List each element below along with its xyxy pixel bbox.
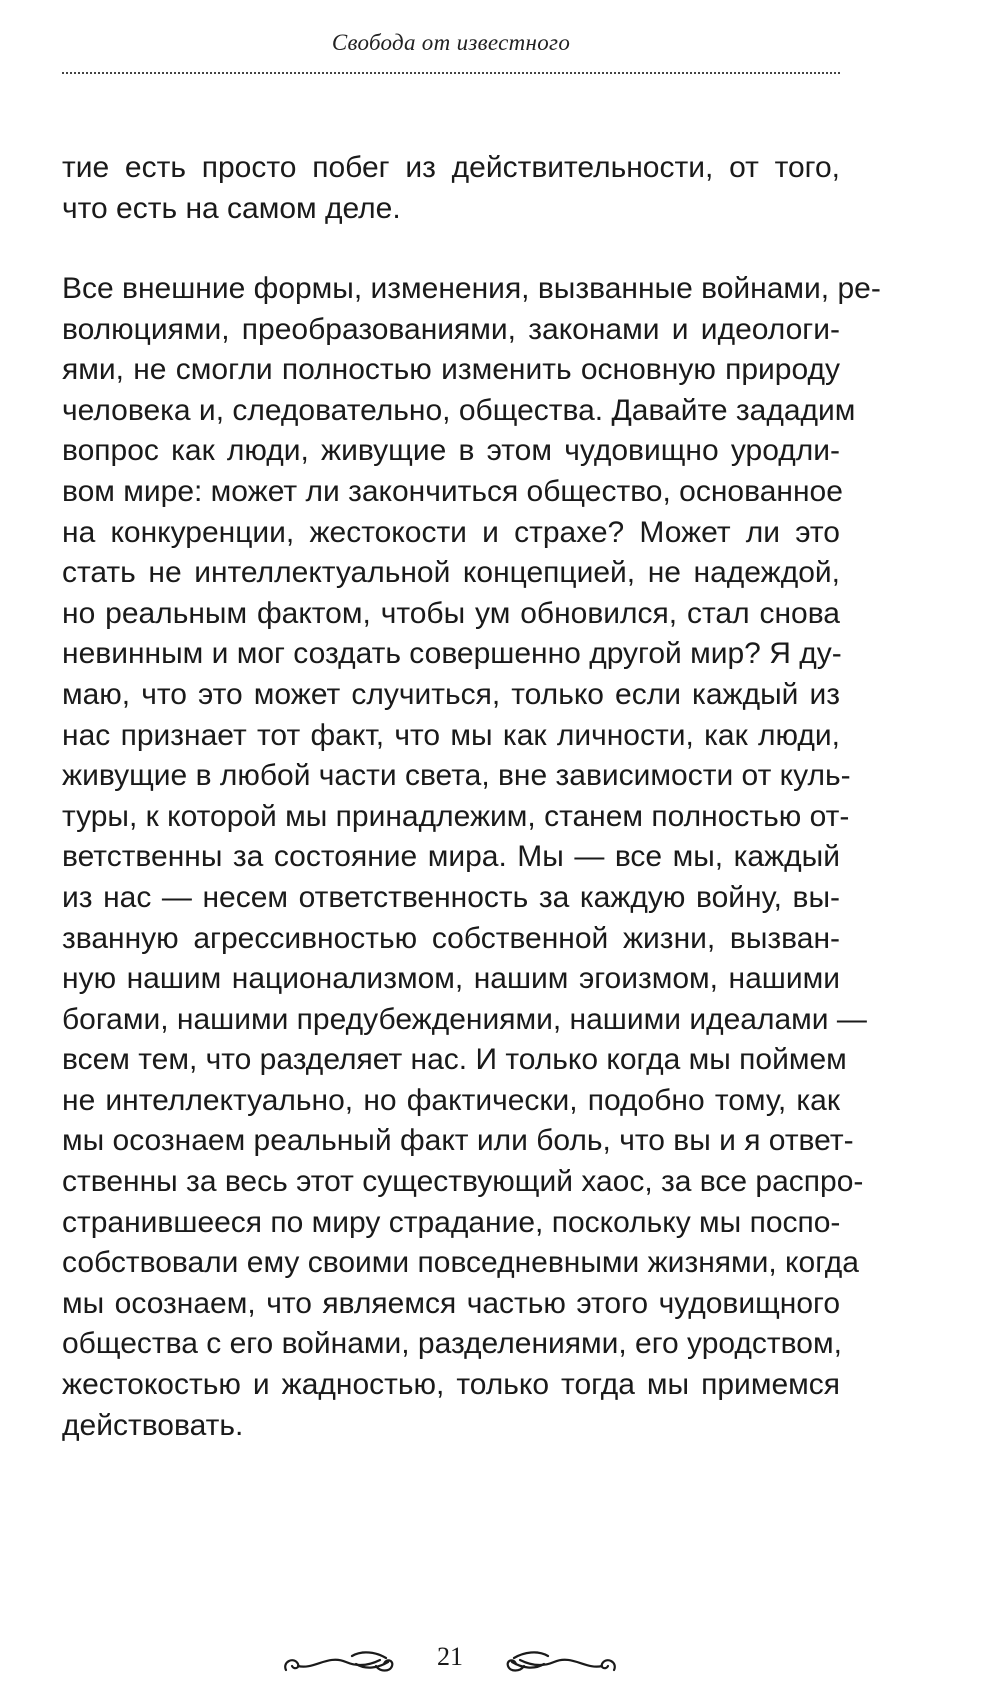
text-line: туры, к которой мы принадлежим, станем полностью от-: [62, 799, 850, 833]
text-line: на конкуренции, жестокости и страхе? Может ли это: [62, 515, 840, 549]
text-line: человека и, следовательно, общества. Давайте зададим: [62, 393, 856, 427]
text-line: ственны за весь этот существующий хаос, за все распро-: [62, 1165, 864, 1199]
text-line: не интеллектуально, но фактически, подобно тому, как: [62, 1083, 840, 1117]
text-line: жестокостью и жадностью, только тогда мы примемся: [62, 1368, 840, 1402]
text-line: маю, что это может случиться, только если каждый из: [62, 677, 840, 711]
text-line: но реальным фактом, чтобы ум обновился, стал снова: [62, 596, 840, 630]
text-line: тие есть просто побег из действительности, от того,: [62, 151, 840, 184]
text-line: вопрос как люди, живущие в этом чудовищно уродли-: [62, 434, 840, 468]
text-line: живущие в любой части света, вне зависимости от куль-: [62, 759, 851, 793]
paragraph-2: [62, 269, 881, 1446]
text-line: нас признает тот факт, что мы как личности, как люди,: [62, 718, 840, 752]
text-line: званную агрессивностью собственной жизни, вызван-: [62, 921, 840, 955]
text-line: ями, не смогли полностью изменить основную природу: [62, 353, 840, 387]
text-line: Все внешние формы, изменения, вызванные войнами, ре-: [62, 272, 881, 305]
text-line: что есть на самом деле.: [62, 191, 401, 225]
header-divider: [62, 72, 840, 74]
paragraph-1: [62, 148, 840, 229]
text-line: общества с его войнами, разделениями, его уродством,: [62, 1327, 842, 1361]
text-line: богами, нашими предубеждениями, нашими идеалами —: [62, 1002, 867, 1036]
text-line: волюциями, преобразованиями, законами и идеологи-: [62, 312, 840, 346]
text-line: невинным и мог создать совершенно другой мир? Я ду-: [62, 637, 842, 671]
page-number: 21: [437, 1642, 463, 1671]
text-line: вом мире: может ли закончиться общество, основанное: [62, 474, 843, 508]
text-line: странившееся по миру страдание, поскольку мы поспо-: [62, 1205, 841, 1239]
text-line: мы осознаем реальный факт или боль, что вы и я ответ-: [62, 1124, 854, 1158]
text-line: ную нашим национализмом, нашим эгоизмом, нашими: [62, 962, 840, 996]
running-header: Свобода от известного: [331, 30, 571, 55]
text-line: из нас — несем ответственность за каждую войну, вы-: [62, 880, 840, 914]
text-line: собствовали ему своими повседневными жизнями, когда: [62, 1246, 859, 1280]
text-line: мы осознаем, что являемся частью этого чудовищного: [62, 1286, 840, 1320]
text-line: действовать.: [62, 1408, 244, 1442]
page-footer: [280, 1640, 620, 1680]
text-line: всем тем, что разделяет нас. И только когда мы поймем: [62, 1043, 847, 1077]
text-line: ветственны за состояние мира. Мы — все мы, каждый: [62, 840, 840, 874]
text-line: стать не интеллектуальной концепцией, не надеждой,: [62, 556, 840, 590]
